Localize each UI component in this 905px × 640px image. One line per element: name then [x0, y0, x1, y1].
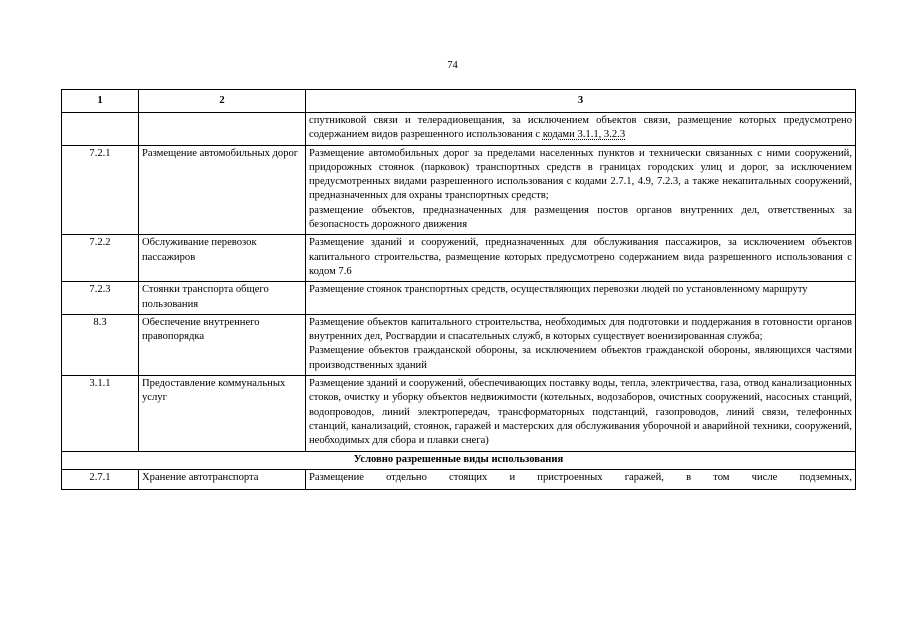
row-description — [306, 282, 856, 315]
row-description — [306, 469, 856, 489]
row-name: Стоянки транспорта общего пользования — [139, 282, 306, 315]
row-paragraph: Размещение автомобильных дорог за пределами населенных пунктов и технически связанных с ними сооружений, придорожных стоянок (парковок) транспортных средств в границах городских улиц и дорог, за исключением предусмотренных видами разрешенного использования с кодами 2.7.1, 4.9, 7.2.3, а также некапитальных сооружений, предназначенных для охраны транспортных средств; — [309, 147, 852, 202]
row-name: Хранение автотранспорта — [139, 469, 306, 489]
row-description — [306, 314, 856, 375]
row-paragraph: Размещение зданий и сооружений, предназначенных для обслуживания пассажиров, за исключением объектов капитального строительства, размещение которых предусмотрено содержанием вида разрешенного использования с кодом 7.6 — [309, 237, 852, 277]
row-code — [62, 113, 139, 146]
row-code: 7.2.1 — [62, 145, 139, 235]
row-code: 2.7.1 — [62, 469, 139, 489]
header-col-1: 1 — [62, 90, 139, 113]
paragraph-text: спутниковой связи и телерадиовещания, за исключением объектов связи, размещение которых предусмотрено содержанием видов разрешенного использования с — [309, 115, 852, 141]
row-paragraph: Размещение объектов капитального строительства, необходимых для подготовки и поддержания в готовности органов внутренних дел, Росгвардии и спасательных служб, в которых существует военизированная служба; — [309, 316, 852, 343]
row-name: Предоставление коммунальных услуг — [139, 376, 306, 451]
table-row — [62, 314, 856, 375]
row-description — [306, 376, 856, 451]
table-row — [62, 282, 856, 315]
table-row — [62, 145, 856, 235]
row-paragraph: Размещение отдельно стоящих и пристроенных гаражей, в том числе подземных, — [309, 471, 852, 483]
row-description — [306, 145, 856, 235]
header-col-2: 2 — [139, 90, 306, 113]
row-name: Обслуживание перевозок пассажиров — [139, 235, 306, 282]
table-row — [62, 235, 856, 282]
table-header-row — [62, 90, 856, 113]
code-reference-link[interactable]: кодами 3.1.1, 3.2.3 — [542, 129, 626, 141]
row-paragraph — [309, 114, 852, 143]
row-code: 8.3 — [62, 314, 139, 375]
row-description — [306, 113, 856, 146]
table-row — [62, 469, 856, 489]
page-number: 74 — [447, 60, 458, 71]
row-name: Обеспечение внутреннего правопорядка — [139, 314, 306, 375]
section-heading: Условно разрешенные виды использования — [62, 451, 856, 469]
row-paragraph: Размещение зданий и сооружений, обеспечивающих поставку воды, тепла, электричества, газа, отвод канализационных стоков, очистку и уборку объектов недвижимости (котельных, водозаборов, очистных сооружений, насосных станций, водопроводов, линий электропередач, трансформаторных подстанций, газопроводов, линий связи, телефонных станций, канализаций, стоянок, гаражей и мастерских для обслуживания уборочной и аварийной техники, сооружений, необходимых для сбора и плавки снега) — [309, 378, 852, 447]
table-row — [62, 376, 856, 451]
row-description — [306, 235, 856, 282]
row-name — [139, 113, 306, 146]
row-paragraph: Размещение объектов гражданской обороны, за исключением объектов гражданской обороны, являющихся частями производственных зданий — [309, 345, 852, 371]
table-row — [62, 113, 856, 146]
row-name: Размещение автомобильных дорог — [139, 145, 306, 235]
row-code: 7.2.3 — [62, 282, 139, 315]
row-code: 7.2.2 — [62, 235, 139, 282]
header-col-3: 3 — [306, 90, 856, 113]
land-use-table — [61, 89, 856, 490]
row-paragraph: размещение объектов, предназначенных для размещения постов органов внутренних дел, ответственных за безопасность дорожного движения — [309, 204, 852, 231]
section-heading-row — [62, 451, 856, 469]
row-paragraph: Размещение стоянок транспортных средств, осуществляющих перевозки людей по установленному маршруту — [309, 284, 808, 296]
row-code: 3.1.1 — [62, 376, 139, 451]
